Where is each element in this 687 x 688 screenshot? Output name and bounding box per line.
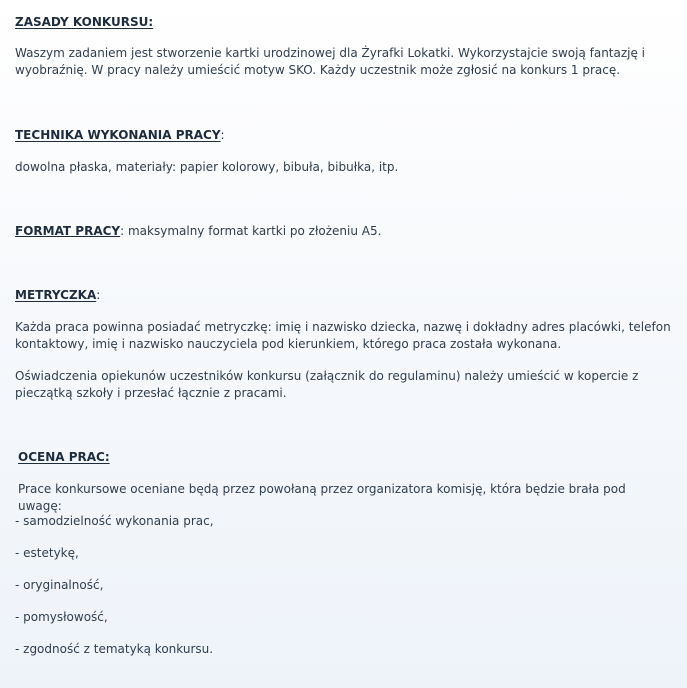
list-item: - oryginalność, xyxy=(15,578,104,592)
technique-text: dowolna płaska, materiały: papier kolorowy, bibuła, bibułka, itp. xyxy=(15,160,399,174)
format-section xyxy=(15,223,673,240)
metric-text-2: Oświadczenia opiekunów uczestników konkursu (załącznik do regulaminu) należy umieścić w kopercie z pieczątką szkoły i przesłać łącznie z pracami. xyxy=(15,369,639,400)
technique-heading: TECHNIKA WYKONANIA PRACY: xyxy=(15,128,225,142)
rules-section xyxy=(15,14,673,30)
list-item: - pomysłowość, xyxy=(15,610,108,624)
technique-section xyxy=(15,127,673,143)
criteria-item-4 xyxy=(15,609,673,626)
list-item: - estetykę, xyxy=(15,546,79,560)
list-item: - zgodność z tematyką konkursu. xyxy=(15,642,214,656)
rules-text-block xyxy=(15,45,673,79)
metric-heading: METRYCZKA: xyxy=(15,288,101,302)
evaluation-section xyxy=(15,449,673,465)
format-text: : maksymalny format kartki po złożeniu A5. xyxy=(120,224,382,238)
rules-heading: ZASADY KONKURSU: xyxy=(15,15,154,29)
criteria-item-3 xyxy=(15,577,673,594)
metric-text-1: Każda praca powinna posiadać metryczkę: imię i nazwisko dziecka, nazwę i dokładny adres placówki, telefon kontaktowy, imię i nazwisko nauczyciela pod kierunkiem, którego praca została wykonana. xyxy=(15,320,671,351)
evaluation-heading: OCENA PRAC: xyxy=(18,450,110,464)
format-heading: FORMAT PRACY xyxy=(15,224,121,238)
criteria-item-1 xyxy=(15,513,673,530)
criteria-item-2 xyxy=(15,545,673,562)
criteria-item-5 xyxy=(15,641,673,658)
metric-text2-block xyxy=(15,368,673,402)
format-line xyxy=(15,223,673,240)
metric-section xyxy=(15,287,673,303)
metric-text1-block xyxy=(15,319,673,353)
evaluation-intro-block xyxy=(15,481,673,515)
list-item: - samodzielność wykonania prac, xyxy=(15,514,214,528)
evaluation-intro: Prace konkursowe oceniane będą przez powołaną przez organizatora komisję, która będzie brała pod uwagę: xyxy=(18,482,626,513)
technique-text-block xyxy=(15,159,673,176)
rules-text: Waszym zadaniem jest stworzenie kartki urodzinowej dla Żyrafki Lokatki. Wykorzystajcie swoją fantazję i wyobraźnię. W pracy należy umieścić motyw SKO. Każdy uczestnik może zgłosić na konkurs 1 pracę. xyxy=(15,46,646,77)
